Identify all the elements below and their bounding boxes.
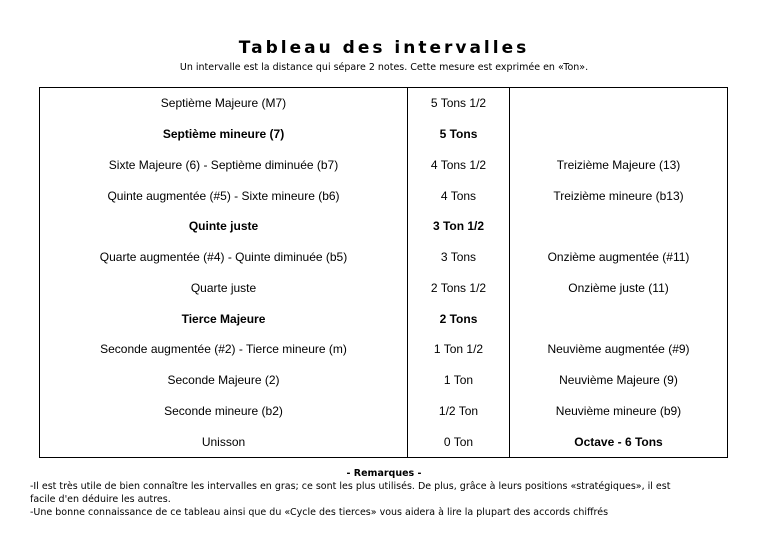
table-row — [40, 88, 728, 119]
tones-cell: 0 Ton — [408, 426, 510, 457]
tones-cell: 5 Tons 1/2 — [408, 88, 510, 119]
remarks-line: -Il est très utile de bien connaître les intervalles en gras; ce sont les plus utilisés. De plus, grâce à leurs positions «stratégiques», il est — [30, 481, 671, 492]
table-row — [40, 150, 728, 181]
interval-cell: Septième Majeure (M7) — [40, 88, 408, 119]
table-row — [40, 303, 728, 334]
table-row — [40, 273, 728, 304]
extended-interval-cell: Treizième Majeure (13) — [510, 150, 728, 181]
table-row — [40, 242, 728, 273]
interval-cell: Seconde mineure (b2) — [40, 396, 408, 427]
intervals-table-body — [40, 88, 728, 458]
interval-cell: Quarte augmentée (#4) - Quinte diminuée (b5) — [40, 242, 408, 273]
tones-cell: 2 Tons — [408, 303, 510, 334]
tones-cell: 4 Tons 1/2 — [408, 150, 510, 181]
table-row — [40, 334, 728, 365]
remarks-line: facile d'en déduire les autres. — [30, 494, 171, 505]
tones-cell: 3 Tons — [408, 242, 510, 273]
interval-cell: Sixte Majeure (6) - Septième diminuée (b7) — [40, 150, 408, 181]
tones-cell: 3 Ton 1/2 — [408, 211, 510, 242]
remarks-line: -Une bonne connaissance de ce tableau ainsi que du «Cycle des tierces» vous aidera à lire la plupart des accords chiffrés — [30, 507, 609, 518]
extended-interval-cell — [510, 303, 728, 334]
extended-interval-cell: Octave - 6 Tons — [510, 426, 728, 457]
extended-interval-cell: Neuvième Majeure (9) — [510, 365, 728, 396]
table-row — [40, 396, 728, 427]
interval-cell: Quinte augmentée (#5) - Sixte mineure (b6) — [40, 180, 408, 211]
extended-interval-cell — [510, 119, 728, 150]
extended-interval-cell: Onzième juste (11) — [510, 273, 728, 304]
extended-interval-cell — [510, 88, 728, 119]
interval-cell: Quinte juste — [40, 211, 408, 242]
table-row — [40, 365, 728, 396]
page-subtitle: Un intervalle est la distance qui sépare 2 notes. Cette mesure est exprimée en «Ton». — [179, 62, 589, 73]
extended-interval-cell — [510, 211, 728, 242]
table-row — [40, 426, 728, 457]
interval-cell: Quarte juste — [40, 273, 408, 304]
tones-cell: 5 Tons — [408, 119, 510, 150]
table-row — [40, 119, 728, 150]
remarks-title: - Remarques - — [346, 468, 422, 479]
interval-cell: Unisson — [40, 426, 408, 457]
table-row — [40, 180, 728, 211]
interval-cell: Seconde Majeure (2) — [40, 365, 408, 396]
tones-cell: 1 Ton — [408, 365, 510, 396]
interval-cell: Seconde augmentée (#2) - Tierce mineure (m) — [40, 334, 408, 365]
tones-cell: 4 Tons — [408, 180, 510, 211]
table-row — [40, 211, 728, 242]
tones-cell: 2 Tons 1/2 — [408, 273, 510, 304]
extended-interval-cell: Neuvième mineure (b9) — [510, 396, 728, 427]
interval-cell: Septième mineure (7) — [40, 119, 408, 150]
tones-cell: 1 Ton 1/2 — [408, 334, 510, 365]
page-title: Tableau des intervalles — [238, 38, 530, 58]
intervals-table — [39, 87, 728, 458]
interval-cell: Tierce Majeure — [40, 303, 408, 334]
extended-interval-cell: Treizième mineure (b13) — [510, 180, 728, 211]
extended-interval-cell: Neuvième augmentée (#9) — [510, 334, 728, 365]
extended-interval-cell: Onzième augmentée (#11) — [510, 242, 728, 273]
remarks-section — [0, 467, 768, 519]
tones-cell: 1/2 Ton — [408, 396, 510, 427]
